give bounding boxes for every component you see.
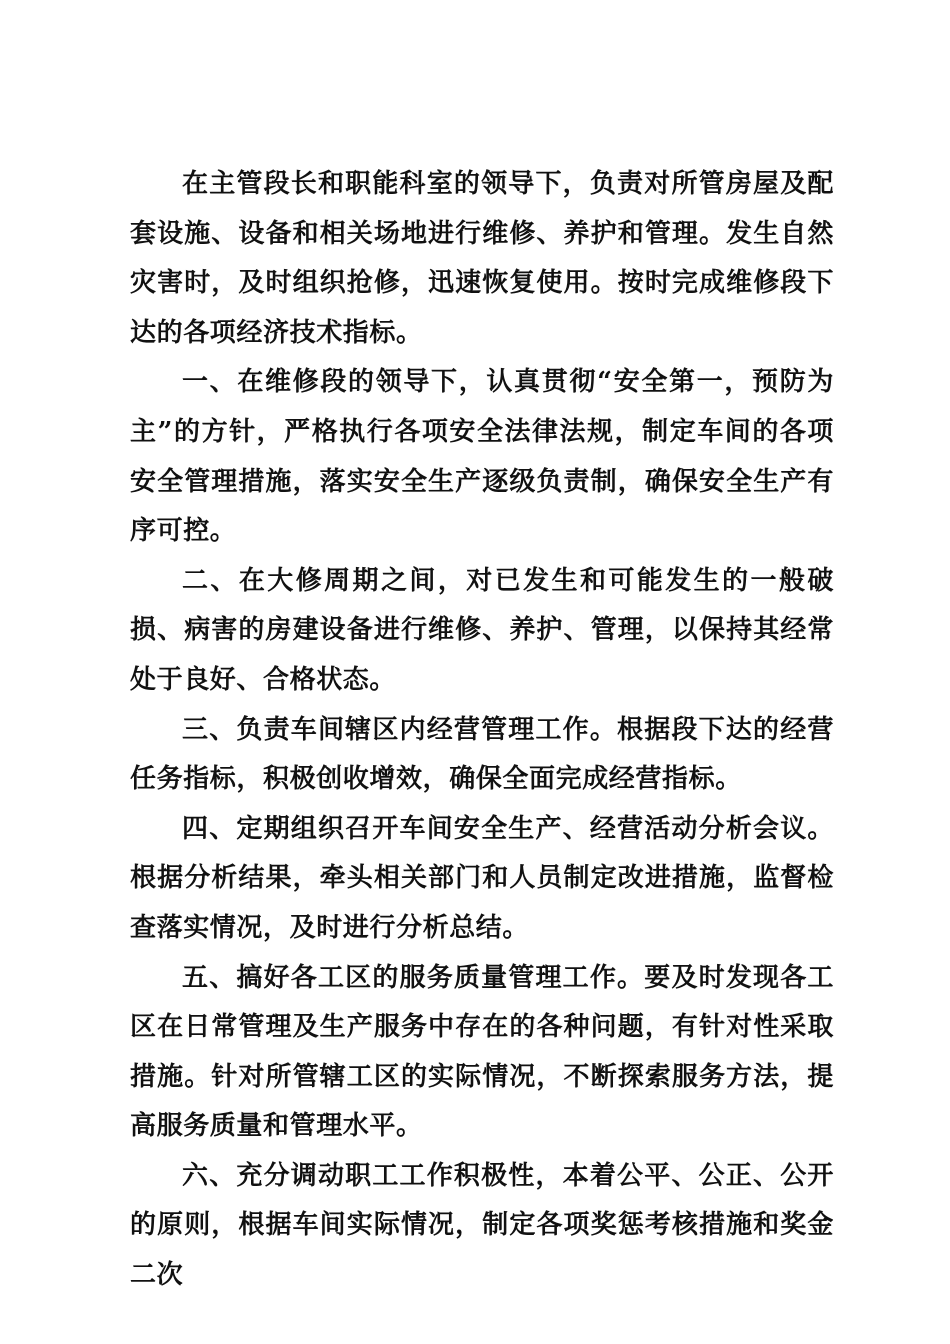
duty-paragraph-6: 六、充分调动职工工作积极性，本着公平、公正、公开的原则，根据车间实际情况，制定各项奖惩考核措施和奖金二次 [130, 1160, 834, 1291]
duty-paragraph-3: 三、负责车间辖区内经营管理工作。根据段下达的经营任务指标，积极创收增效，确保全面完成经营指标。 [130, 714, 834, 795]
duty-paragraph-5: 五、搞好各工区的服务质量管理工作。要及时发现各工区在日常管理及生产服务中存在的各种问题，有针对性采取措施。针对所管辖工区的实际情况，不断探索服务方法，提高服务质量和管理水平。 [130, 962, 834, 1142]
duty-paragraph-2: 二、在大修周期之间，对已发生和可能发生的一般破损、病害的房建设备进行维修、养护、管理，以保持其经常处于良好、合格状态。 [130, 565, 834, 695]
document-body [130, 160, 834, 1301]
duty-paragraph-1: 一、在维修段的领导下，认真贯彻“安全第一，预防为主”的方针，严格执行各项安全法律法规，制定车间的各项安全管理措施，落实安全生产逐级负责制，确保安全生产有序可控。 [130, 367, 834, 547]
duty-paragraph-4: 四、定期组织召开车间安全生产、经营活动分析会议。根据分析结果，牵头相关部门和人员制定改进措施，监督检查落实情况，及时进行分析总结。 [130, 813, 834, 943]
intro-paragraph: 在主管段长和职能科室的领导下，负责对所管房屋及配套设施、设备和相关场地进行维修、养护和管理。发生自然灾害时，及时组织抢修，迅速恢复使用。按时完成维修段下达的各项经济技术指标。 [130, 169, 834, 348]
